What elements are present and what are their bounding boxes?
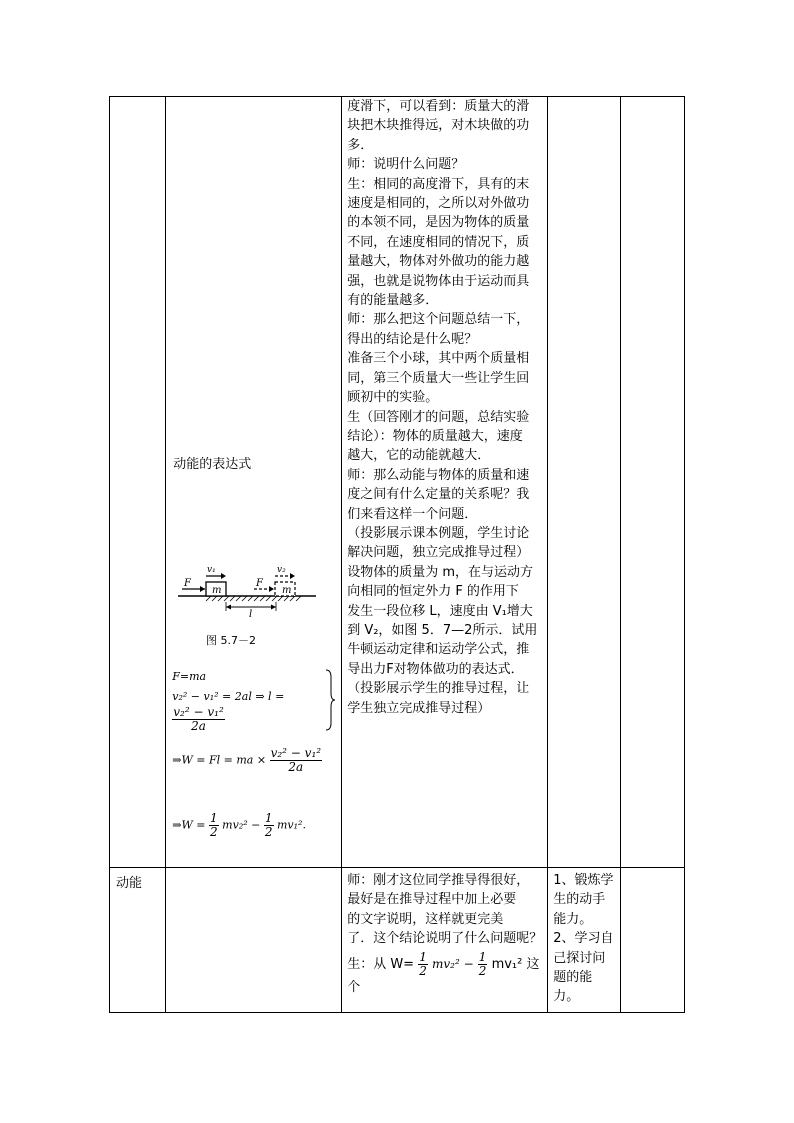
text-line: 己探讨问 <box>553 950 606 966</box>
text-line: 到 V₂，如图 5．7—2所示．试用 <box>347 622 538 638</box>
text-line: 结论）：物体的质量越大，速度 <box>347 428 523 444</box>
text-line: 度滑下，可以看到：质量大的滑 <box>347 99 530 114</box>
text-line: 生的动手 <box>553 892 606 908</box>
text-line: 的本领不同，是因为物体的质量 <box>347 215 530 231</box>
text-line: 设物体的质量为 m，在与运动方 <box>347 564 533 580</box>
equation-work-result: ⇒W = $\frac{1}{2}$ mv₂² − $\frac{1}{2}$ mv₁². <box>172 811 306 839</box>
text-line: 牛顿运动定律和运动学公式，推 <box>347 642 530 658</box>
text-line: 度之间有什么定量的关系呢？我 <box>347 487 530 503</box>
block1-mass-label: m <box>212 585 222 596</box>
kinetic-expression-title: 动能的表达式 <box>173 457 252 472</box>
text-line: 生：相同的高度滑下，具有的末 <box>347 176 530 192</box>
text-line: 了．这个结论说明了什么问题呢？ <box>347 931 543 947</box>
equation-kinematics: v₂² − v₁² = 2al ⇒ l = $\frac{\text{v₂² − v₁²}}{2a}$ <box>172 690 285 734</box>
text-line: 师：说明什么问题？ <box>347 157 465 173</box>
lesson-plan-table <box>109 96 685 1013</box>
text-line: 强，也就是说物体由于运动而具 <box>347 273 530 289</box>
velocity2-label: v₂ <box>277 565 286 575</box>
text-line: 师：刚才这位同学推导得很好， <box>347 873 530 888</box>
text-line: 题的能力。 <box>553 970 593 1005</box>
text-line: 学生独立完成推导过程） <box>347 700 491 716</box>
text-line: 块把木块推得远，对木块做的功 <box>347 118 530 134</box>
text-line: 有的能量越多． <box>347 293 439 309</box>
text-line: 生（回答刚才的问题，总结实验 <box>347 409 530 425</box>
table-row <box>110 97 685 868</box>
row2-col3-cell <box>342 868 548 1013</box>
text-line: 发生一段位移 L，速度由 V₁增大 <box>347 603 533 619</box>
row1-col2-cell <box>166 97 342 868</box>
text-line: 们来看这样一个问题． <box>347 506 478 522</box>
text-line: 顾初中的实验。 <box>347 390 439 406</box>
equation-newton: F=ma <box>172 670 207 683</box>
text-line: （投影展示课本例题，学生讨论 <box>347 525 530 541</box>
text-line: 2、学习自 <box>553 931 614 947</box>
equation-work-substitution: ⇒W = Fl = ma × $\frac{\text{v₂² − v₁²}}{2a}$ <box>172 746 322 774</box>
text-line: 最好是在推导过程中加上必要 <box>347 892 517 908</box>
text-line: 准备三个小球，其中两个质量相 <box>347 351 530 367</box>
text-line: 同，第三个质量大一些让学生回 <box>347 370 530 386</box>
block2-mass-label: m <box>282 585 292 596</box>
velocity1-label: v₁ <box>207 565 216 575</box>
teaching-process-text <box>347 97 545 718</box>
text-line: 量越大，物体对外做功的能力越 <box>347 254 530 270</box>
text-line: 解决问题，独立完成推导过程） <box>347 545 530 561</box>
text-line: 的文字说明，这样就更完美 <box>347 911 504 927</box>
force2-label: F <box>256 578 264 589</box>
table-row <box>110 868 685 1013</box>
force1-label: F <box>184 578 192 589</box>
row1-col1-cell <box>110 97 166 868</box>
text-line: 师：那么把这个问题总结一下， <box>347 312 530 328</box>
row2-col4-cell <box>548 868 620 1013</box>
text-line-with-formula: 生：从 W= $\frac{1}{2}$ mv₂² − $\frac{1}{2}$ mv₁² 这个 <box>347 949 540 995</box>
row2-col2-cell <box>166 868 342 1013</box>
text-line: 越大，它的动能就越大． <box>347 448 491 464</box>
row2-col1-cell <box>110 868 166 1013</box>
text-line: 能力。 <box>553 911 593 927</box>
section-label: 动能 <box>116 876 143 891</box>
right-brace-icon <box>324 669 336 731</box>
row1-col5-cell <box>620 97 684 868</box>
text-line: 向相同的恒定外力 F 的作用下 <box>347 584 519 600</box>
figure-5-7-2 <box>176 559 326 654</box>
row2-col5-cell <box>620 868 684 1013</box>
text-line: 师：那么动能与物体的质量和速 <box>347 467 530 483</box>
row1-col3-cell <box>342 97 548 868</box>
text-line: （投影展示学生的推导过程，让 <box>347 681 530 697</box>
text-line: 得出的结论是什么呢？ <box>347 331 478 347</box>
row1-col4-cell <box>548 97 620 868</box>
text-line: 导出力F对物体做功的表达式． <box>347 661 524 677</box>
figure-caption: 图 5.7－2 <box>206 634 257 647</box>
text-line: 1、锻炼学 <box>553 873 614 888</box>
text-line: 不同，在速度相同的情况下，质 <box>347 234 530 250</box>
text-line: 速度是相同的，之所以对外做功 <box>347 196 530 212</box>
text-line: 多． <box>347 137 374 153</box>
displacement-label: l <box>249 609 253 620</box>
